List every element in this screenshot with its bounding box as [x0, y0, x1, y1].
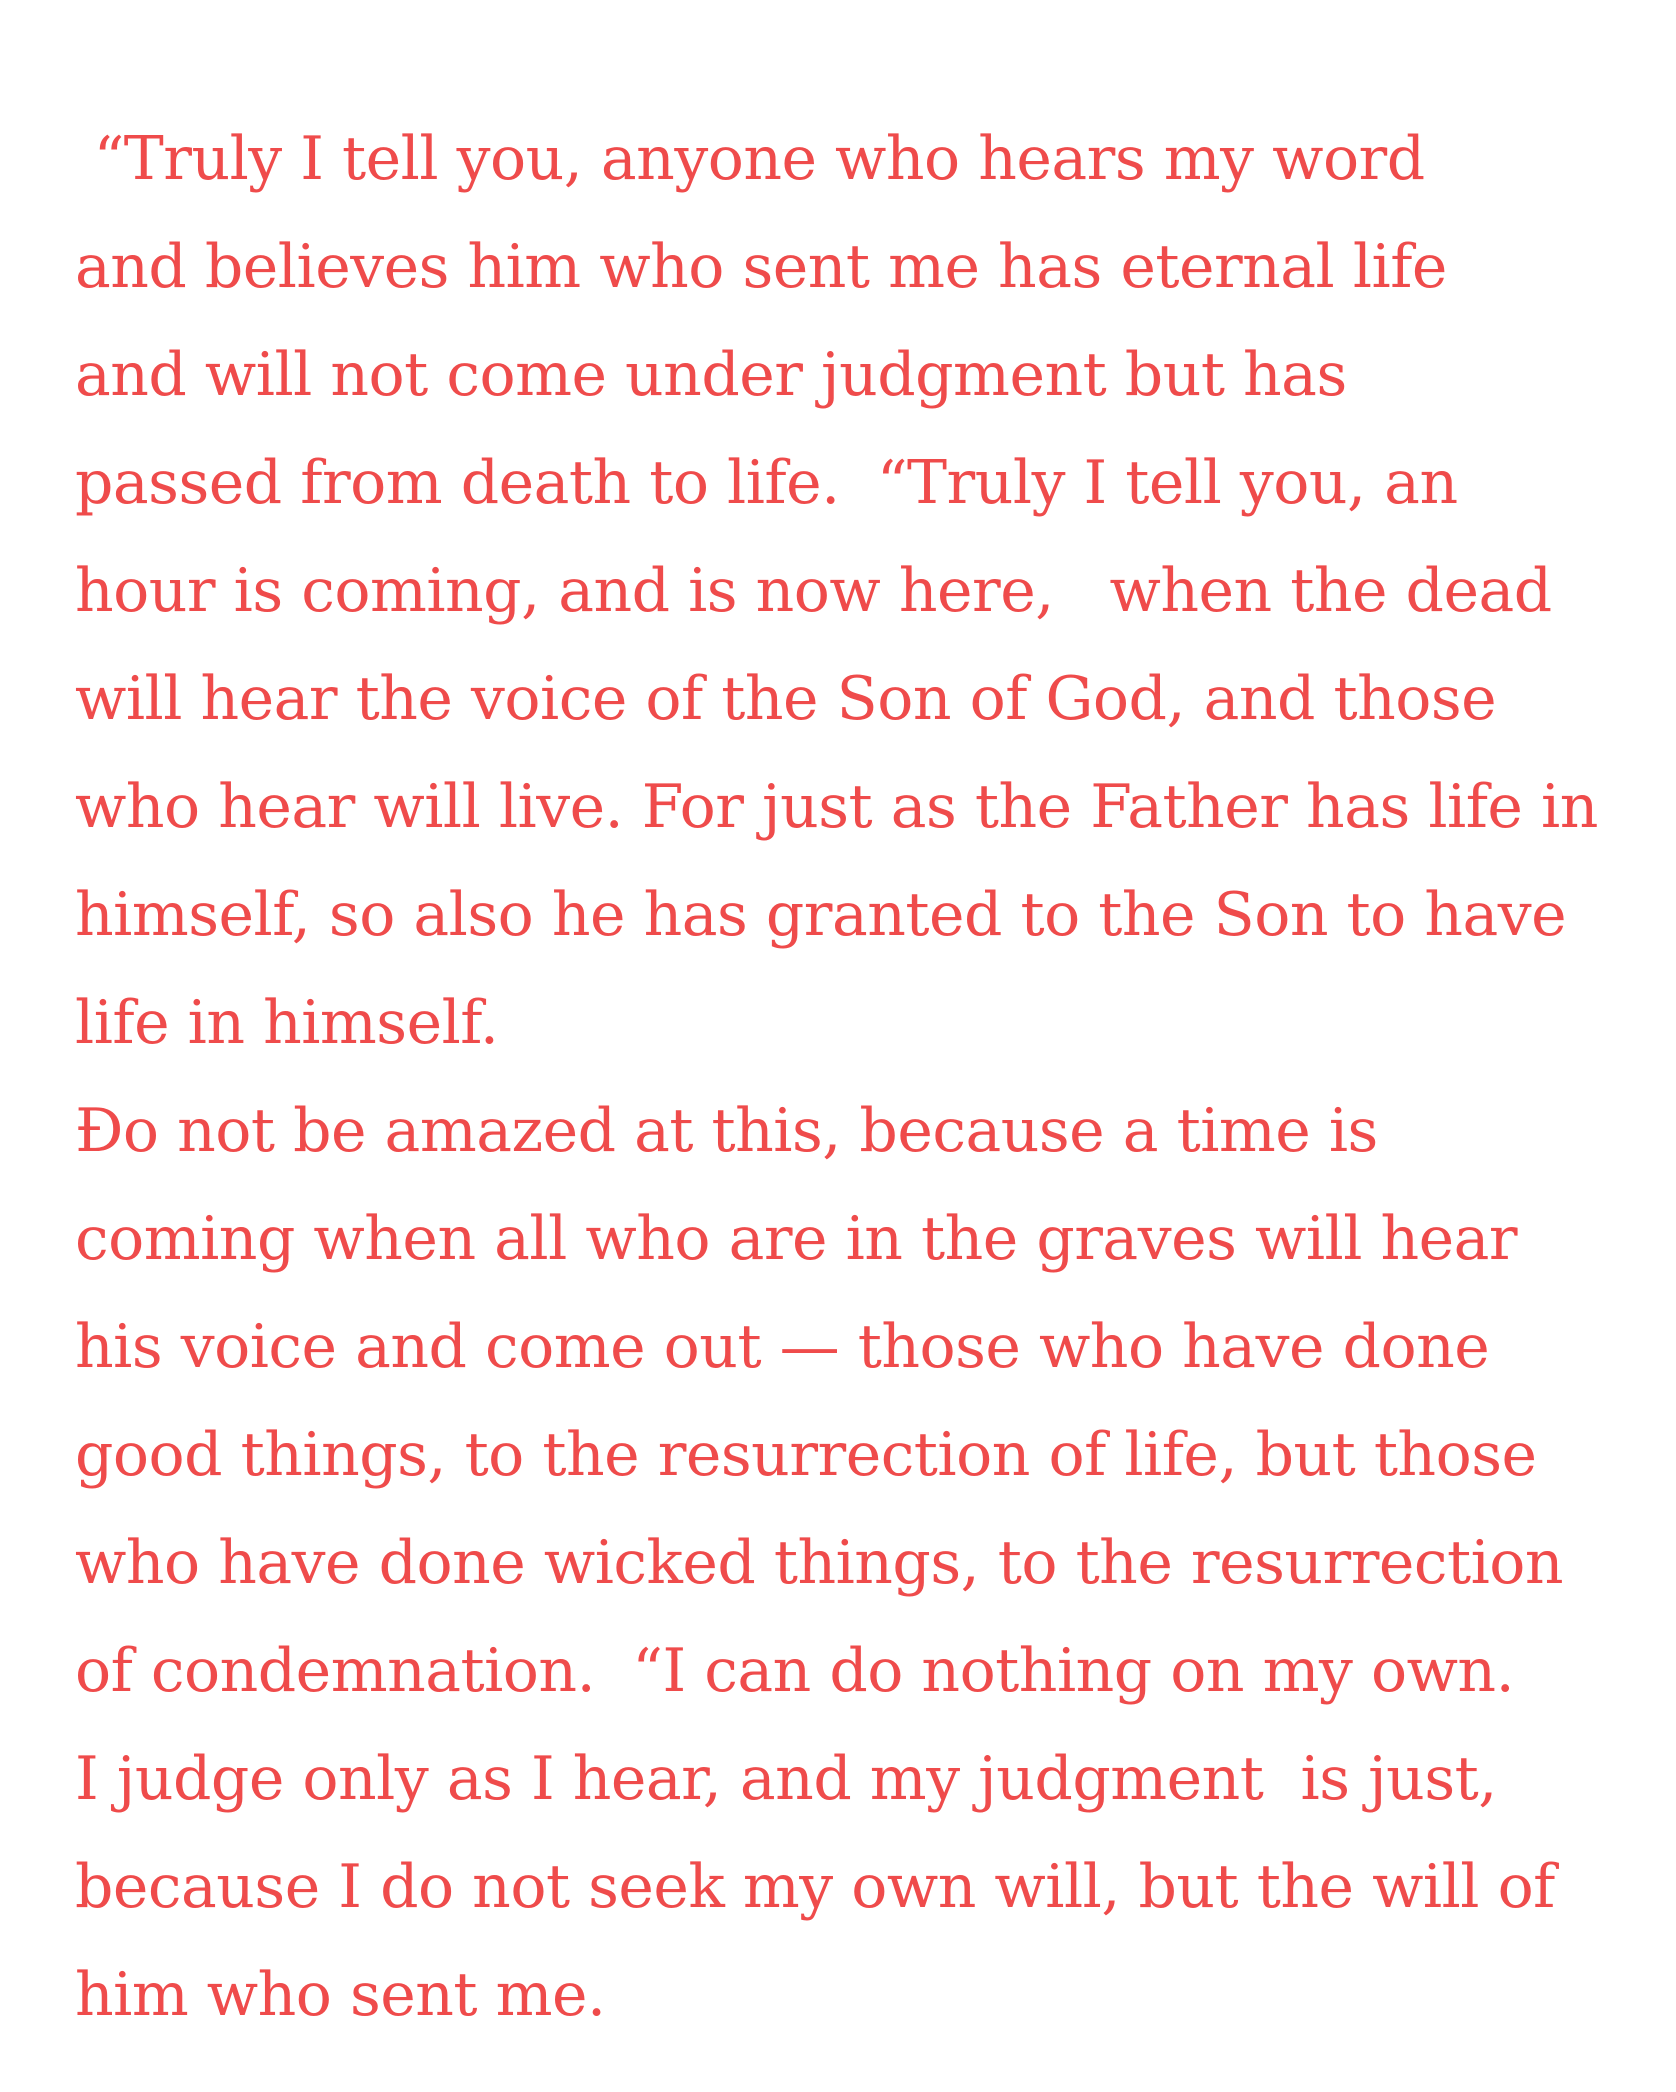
- passage-line: good things, to the resurrection of life, but those: [75, 1420, 1537, 1490]
- passage-line: who hear will live. For just as the Father has life in: [75, 772, 1598, 842]
- passage-line: coming when all who are in the graves will hear: [75, 1204, 1518, 1274]
- passage-line: of condemnation. “I can do nothing on my own.: [75, 1636, 1515, 1706]
- passage-line: Đo not be amazed at this, because a time is: [75, 1096, 1378, 1166]
- passage-line: passed from death to life. “Truly I tell you, an: [75, 448, 1458, 518]
- passage-line: and believes him who sent me has eternal life: [75, 232, 1447, 302]
- passage-line: and will not come under judgment but has: [75, 340, 1347, 410]
- passage-line: life in himself.: [75, 988, 499, 1058]
- passage-line: will hear the voice of the Son of God, and those: [75, 664, 1497, 734]
- scripture-passage: [75, 105, 1598, 2049]
- passage-line: hour is coming, and is now here, when the dead: [75, 556, 1552, 626]
- passage-line: I judge only as I hear, and my judgment is just,: [75, 1744, 1497, 1814]
- passage-line: who have done wicked things, to the resurrection: [75, 1528, 1564, 1598]
- passage-line: because I do not seek my own will, but the will of: [75, 1852, 1555, 1922]
- passage-line: his voice and come out — those who have done: [75, 1312, 1490, 1382]
- passage-line: him who sent me.: [75, 1960, 606, 2030]
- passage-line: “Truly I tell you, anyone who hears my word: [75, 124, 1425, 194]
- passage-line: himself, so also he has granted to the Son to have: [75, 880, 1567, 950]
